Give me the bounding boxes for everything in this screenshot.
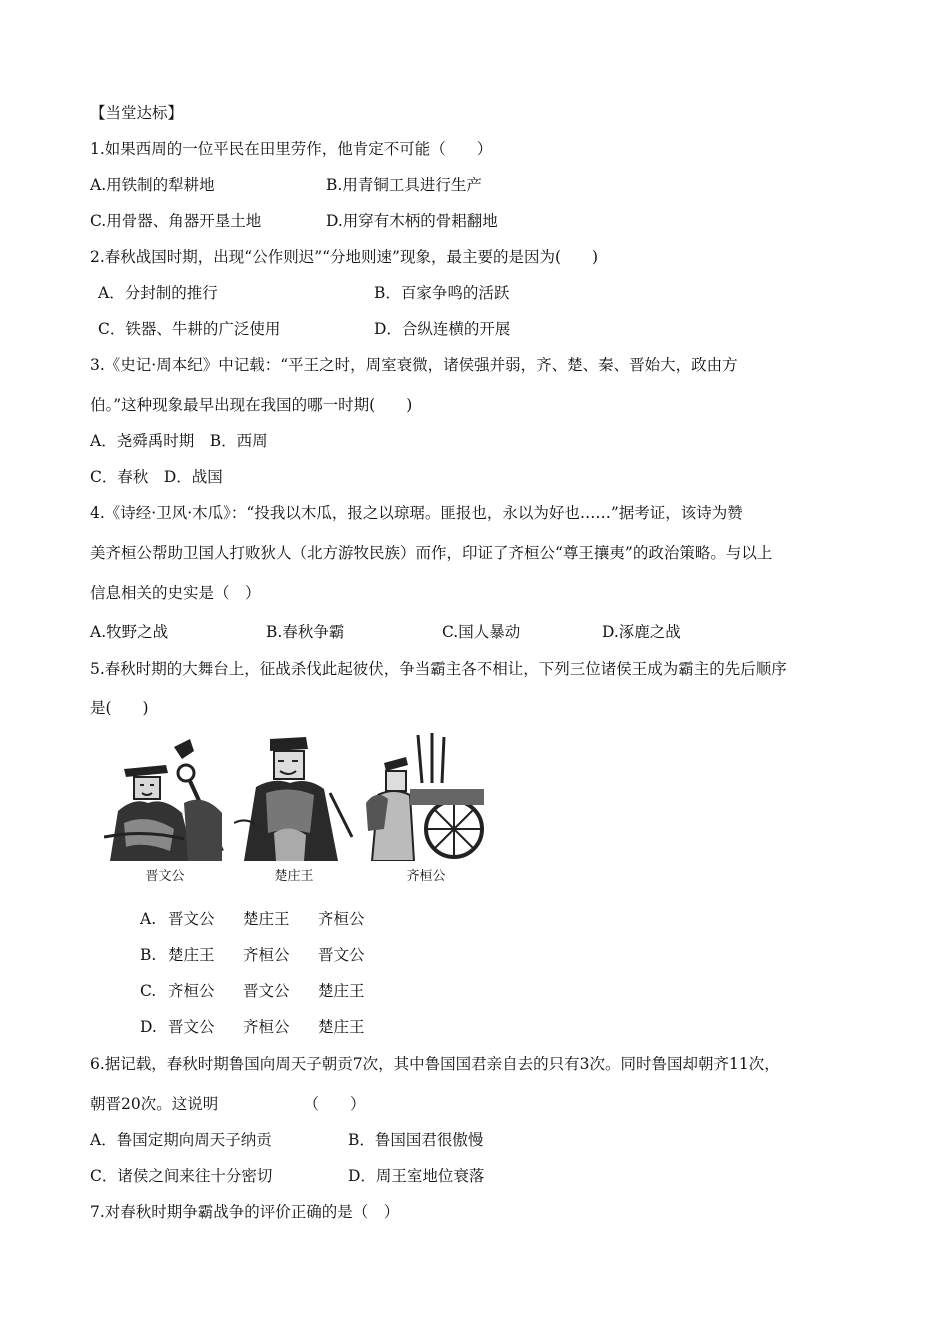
section-title: 【当堂达标】 — [90, 104, 184, 122]
question-6-option-d: D．周王室地位衰落 — [348, 1167, 485, 1185]
question-2-option-c: C．铁器、牛耕的广泛使用 — [98, 320, 281, 338]
question-3-options-ab: A．尧舜禹时期 B．西周 — [90, 432, 268, 450]
question-6-stem-line-2: 朝晋20次。这说明 （ ） — [90, 1095, 366, 1113]
question-6-option-b: B．鲁国国君很傲慢 — [348, 1131, 484, 1149]
question-4-stem-line-3: 信息相关的史实是（ ） — [90, 584, 261, 602]
option-ruler-1: 楚庄王 — [168, 946, 215, 964]
question-1-option-a: A.用铁制的犁耕地 — [90, 176, 215, 194]
question-6-option-c: C．诸侯之间来往十分密切 — [90, 1167, 273, 1185]
question-6-option-a: A．鲁国定期向周天子纳贡 — [90, 1131, 272, 1149]
rulers-illustration — [104, 733, 486, 885]
option-ruler-3: 晋文公 — [318, 946, 365, 964]
question-4-option-c: C.国人暴动 — [442, 623, 521, 641]
question-3-stem-line-1: 3.《史记·周本纪》中记载：“平王之时，周室衰微，诸侯强并弱，齐、楚、秦、晋始大，政由方 — [90, 356, 738, 374]
option-letter: A. — [140, 910, 157, 928]
question-2-stem: 2.春秋战国时期，出现“公作则迟”“分地则速”现象，最主要的是因为( ) — [90, 248, 599, 266]
question-3-options-cd: C．春秋 D．战国 — [90, 468, 223, 486]
option-ruler-1: 晋文公 — [168, 1018, 215, 1036]
caption-jin-wen-gong: 晋文公 — [145, 869, 185, 884]
question-4-stem-line-1: 4.《诗经·卫风·木瓜》：“投我以木瓜，报之以琼琚。匪报也，永以为好也……”据考证，该诗为赞 — [90, 504, 743, 522]
question-7-stem: 7.对春秋时期争霸战争的评价正确的是（ ） — [90, 1203, 400, 1221]
option-letter: B. — [140, 946, 157, 964]
option-letter: C. — [140, 982, 157, 1000]
question-1-option-d: D.用穿有木柄的骨耜翻地 — [326, 212, 498, 230]
option-ruler-2: 晋文公 — [243, 982, 290, 1000]
question-4-stem-line-2: 美齐桓公帮助卫国人打败狄人（北方游牧民族）而作，印证了齐桓公“尊王攘夷”的政治策略。与以上 — [90, 544, 773, 562]
option-ruler-1: 晋文公 — [168, 910, 215, 928]
option-letter: D. — [140, 1018, 157, 1036]
option-ruler-3: 齐桓公 — [318, 910, 365, 928]
chu-zhuang-wang-portrait — [234, 733, 354, 861]
caption-chu-zhuang-wang: 楚庄王 — [274, 869, 314, 884]
question-4-option-b: B.春秋争霸 — [266, 623, 345, 641]
question-2-option-b: B．百家争鸣的活跃 — [374, 284, 510, 302]
question-3-stem-line-2: 伯。”这种现象最早出现在我国的哪一时期( ) — [90, 396, 413, 414]
question-6-stem-line-1: 6.据记载，春秋时期鲁国向周天子朝贡7次，其中鲁国国君亲自去的只有3次。同时鲁国却朝齐11次， — [90, 1055, 780, 1073]
option-ruler-2: 楚庄王 — [243, 910, 290, 928]
jin-wen-gong-portrait — [104, 733, 226, 861]
question-1-option-b: B.用青铜工具进行生产 — [326, 176, 482, 194]
qi-huan-gong-portrait — [366, 733, 486, 861]
option-ruler-1: 齐桓公 — [168, 982, 215, 1000]
question-1-stem: 1.如果西周的一位平民在田里劳作，他肯定不可能（ ） — [90, 140, 493, 158]
question-2-option-d: D．合纵连横的开展 — [374, 320, 511, 338]
question-5-stem-line-2: 是( ) — [90, 699, 149, 717]
question-5-stem-line-1: 5.春秋时期的大舞台上，征战杀伐此起彼伏，争当霸主各不相让，下列三位诸侯王成为霸主的先后顺序 — [90, 660, 787, 678]
option-ruler-2: 齐桓公 — [243, 1018, 290, 1036]
question-2-option-a: A．分封制的推行 — [98, 284, 218, 302]
caption-qi-huan-gong: 齐桓公 — [406, 869, 446, 884]
question-1-option-c: C.用骨器、角器开垦土地 — [90, 212, 262, 230]
option-ruler-2: 齐桓公 — [243, 946, 290, 964]
question-4-option-d: D.涿鹿之战 — [602, 623, 681, 641]
option-ruler-3: 楚庄王 — [318, 1018, 365, 1036]
option-ruler-3: 楚庄王 — [318, 982, 365, 1000]
question-4-option-a: A.牧野之战 — [90, 623, 169, 641]
